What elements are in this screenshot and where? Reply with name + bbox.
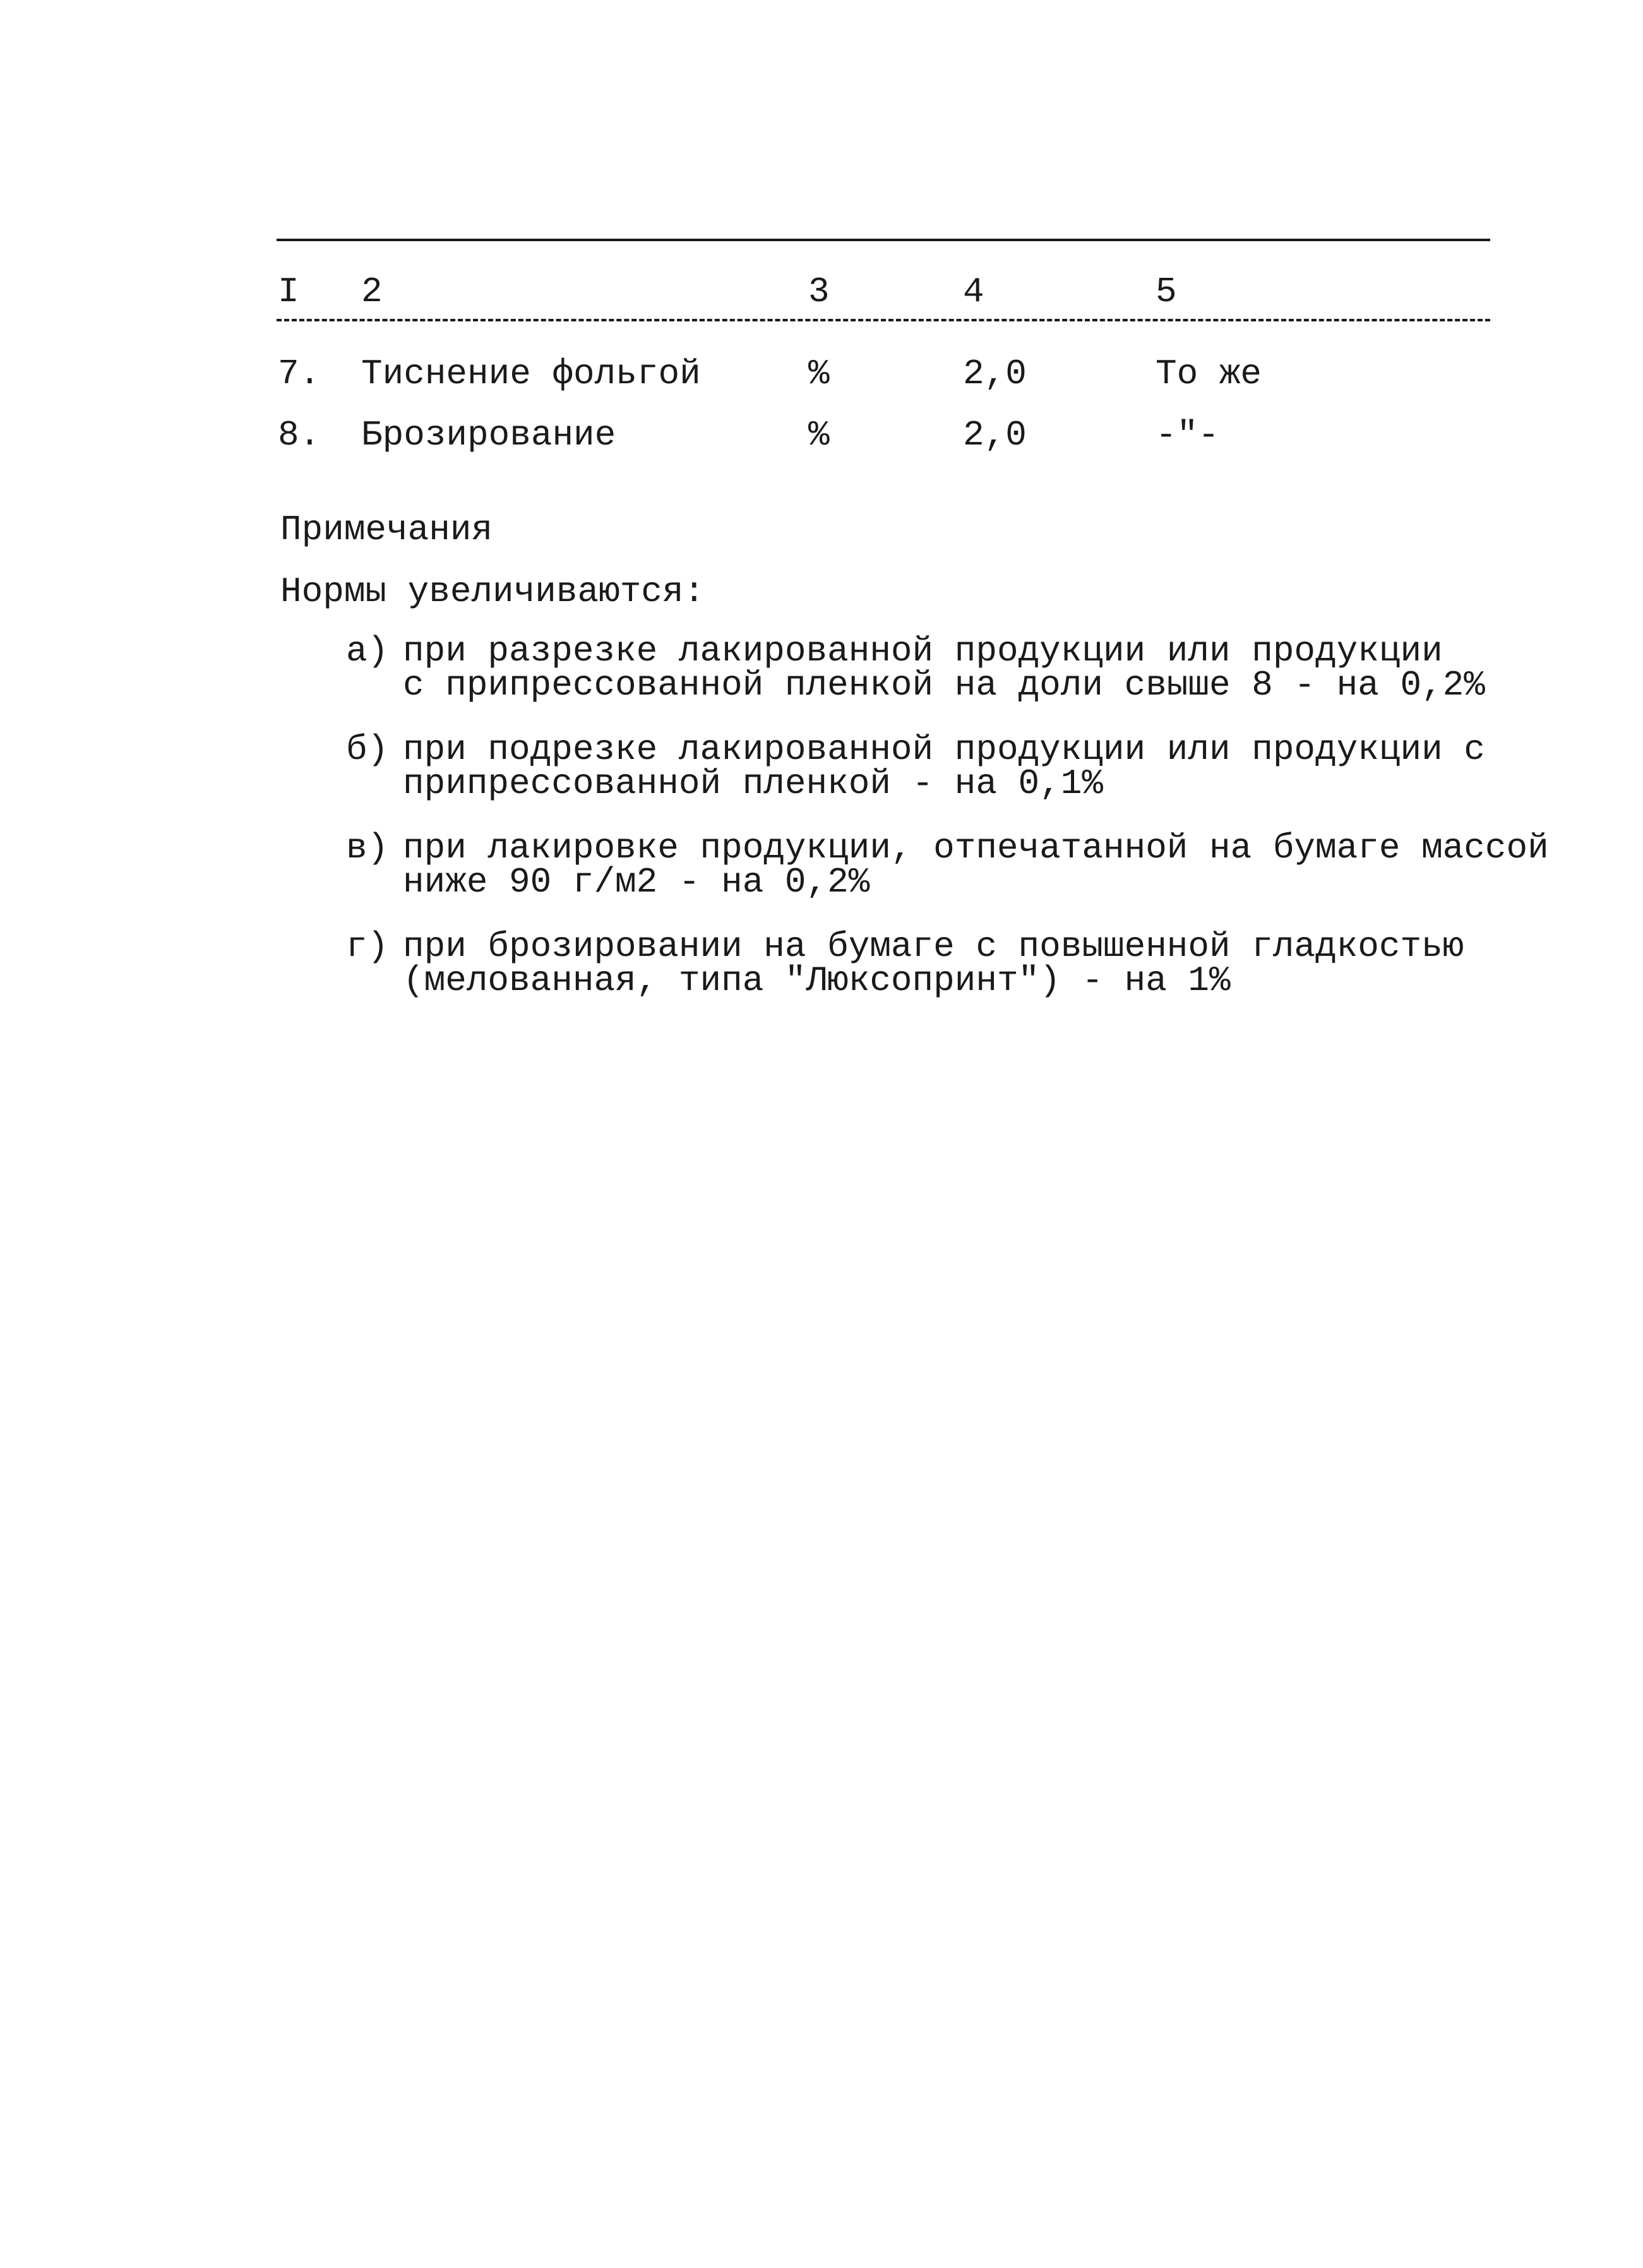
note-line: ниже 90 г/м2 - на 0,2% (403, 862, 870, 902)
note-line: при разрезке лакированной продукции или продукции (403, 631, 1443, 671)
note-line: припрессованной пленкой - на 0,1% (403, 763, 1103, 804)
note-text (403, 828, 1549, 902)
row-value: 2,0 (963, 415, 1027, 455)
header-col-4: 4 (963, 272, 984, 312)
note-line: (мелованная, типа "Люксопринт") - на 1% (403, 960, 1231, 1001)
header-col-5: 5 (1156, 272, 1177, 312)
notes-title: Примечания (280, 510, 493, 550)
row-value: 2,0 (963, 354, 1027, 394)
header-col-1: I (278, 272, 299, 312)
table-header-rule (277, 319, 1490, 321)
row-name: Брозирование (361, 415, 616, 455)
note-line: при подрезке лакированной продукции или продукции с (403, 729, 1485, 770)
note-line: при лакировке продукции, отпечатанной на бумаге массой (403, 828, 1549, 868)
note-marker: а) (346, 631, 389, 671)
row-name: Тиснение фольгой (361, 354, 701, 394)
header-col-2: 2 (361, 272, 383, 312)
notes-intro: Нормы увеличиваются: (280, 571, 705, 612)
note-text (403, 631, 1489, 705)
row-note: То же (1156, 354, 1262, 394)
row-unit: % (808, 354, 830, 394)
note-marker: г) (346, 926, 389, 967)
header-col-3: 3 (808, 272, 830, 312)
note-line: с припрессованной пленкой на доли свыше 8 - на 0,2% (403, 665, 1485, 705)
row-note: -"- (1156, 415, 1219, 455)
note-marker: в) (346, 828, 389, 868)
row-number: 8. (278, 415, 321, 455)
note-text (403, 729, 1489, 804)
row-unit: % (808, 415, 830, 455)
note-marker: б) (346, 729, 389, 770)
note-text (403, 926, 1489, 1001)
note-line: при брозировании на бумаге с повышенной гладкостью (403, 926, 1464, 967)
table-top-rule (277, 239, 1490, 241)
row-number: 7. (278, 354, 321, 394)
